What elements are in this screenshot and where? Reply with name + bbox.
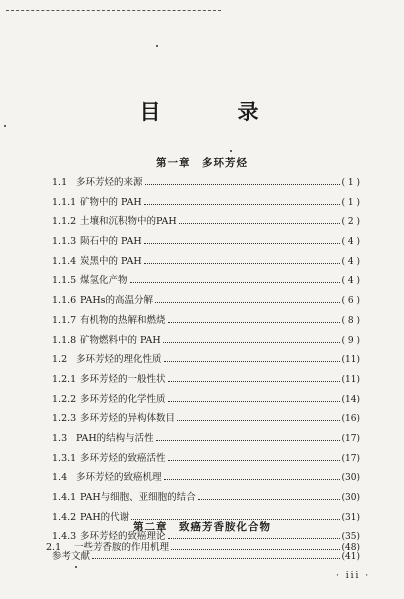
dot-leader	[155, 302, 339, 303]
toc-entry[interactable]	[52, 391, 360, 411]
entry-page: (31)	[341, 512, 360, 523]
toc-entry[interactable]	[46, 539, 360, 559]
entry-title: 多环芳烃的致癌活性	[80, 452, 166, 464]
toc-entry[interactable]	[52, 292, 360, 312]
dot-leader	[168, 401, 340, 402]
entry-number: 1.4	[52, 472, 68, 484]
dot-leader	[156, 440, 340, 441]
entry-page: ( 2 )	[341, 217, 360, 228]
toc-entry[interactable]	[52, 213, 360, 233]
entry-number: 1.2.3	[52, 413, 77, 425]
entry-number: 1.1.8	[52, 334, 77, 346]
entry-page: (30)	[341, 473, 360, 484]
dot-leader	[144, 263, 340, 264]
entry-number: 1.2	[52, 354, 68, 366]
entry-number: 2.1	[46, 542, 62, 553]
entry-title: PAH与细胞、亚细胞的结合	[80, 492, 196, 503]
toc-entry[interactable]	[52, 351, 360, 371]
scan-speck	[230, 150, 232, 152]
entry-number: 1.2.2	[52, 393, 77, 405]
entry-number: 1.1.4	[52, 255, 77, 267]
entry-page: ( 4 )	[341, 237, 360, 248]
dot-leader	[171, 549, 340, 550]
entry-number: 1.4.1	[52, 492, 77, 503]
toc-chapter-2	[46, 539, 360, 559]
entry-number: 1.1.7	[52, 314, 77, 326]
dot-leader	[144, 243, 340, 244]
entry-page: ( 4 )	[341, 256, 360, 267]
entry-title: 土壤和沉积物中的PAH	[80, 216, 177, 228]
entry-page: (14)	[341, 394, 360, 405]
toc-entry[interactable]	[52, 233, 360, 253]
entry-number: 1.3.1	[52, 452, 77, 464]
scan-speck	[156, 45, 158, 47]
toc-entry[interactable]	[52, 410, 360, 430]
entry-title: 陨石中的 PAH	[80, 236, 142, 248]
entry-page: ( 6 )	[341, 296, 360, 307]
entry-number: 1.3	[52, 432, 68, 444]
entry-page: (41)	[341, 552, 360, 563]
dot-leader	[130, 282, 340, 283]
entry-page: (48)	[341, 543, 360, 553]
dot-leader	[163, 342, 340, 343]
dot-leader	[164, 361, 340, 362]
dot-leader	[145, 184, 340, 185]
entry-number: 1.4.2	[52, 511, 77, 523]
dot-leader	[144, 204, 340, 205]
entry-title: 一些芳香胺的作用机理	[74, 542, 170, 553]
entry-title: 有机物的热解和燃烧	[80, 314, 166, 326]
dot-leader	[164, 479, 340, 480]
entry-number: 1.1.2	[52, 216, 77, 228]
toc-entry[interactable]	[52, 272, 360, 292]
entry-title: 多环芳烃的致癌机理	[76, 472, 162, 484]
chapter-heading: 第二章 致癌芳香胺化合物	[133, 521, 271, 533]
entry-page: ( 9 )	[341, 335, 360, 346]
entry-page: ( 4 )	[341, 276, 360, 287]
entry-number: 1.1	[52, 177, 68, 188]
entry-number: 1.1.5	[52, 275, 77, 287]
dot-leader	[177, 420, 340, 421]
entry-page: ( 1 )	[341, 197, 360, 208]
entry-title: 参考文献	[52, 551, 91, 563]
toc-entry[interactable]	[52, 194, 360, 214]
entry-title: 多环芳烃的来源	[76, 177, 143, 188]
entry-title: 多环芳烃的一般性状	[80, 373, 166, 385]
entry-title: 煤氢化产物	[80, 275, 128, 287]
header-rule	[6, 10, 221, 11]
entry-title: 多环芳烃的异构体数目	[80, 413, 176, 425]
entry-page: (16)	[341, 414, 360, 425]
entry-number: 1.1.6	[52, 295, 77, 307]
toc-chapter-1	[52, 174, 360, 568]
entry-title: 矿物燃料中的 PAH	[80, 334, 161, 346]
dot-leader	[168, 381, 340, 382]
entry-page: ( 1 )	[341, 178, 360, 188]
toc-entry[interactable]	[52, 332, 360, 352]
entry-title: PAH的结构与活性	[76, 432, 154, 444]
entry-title: 多环芳烃的理化性质	[76, 354, 162, 366]
dot-leader	[198, 499, 340, 500]
toc-entry[interactable]	[52, 489, 360, 509]
dot-leader	[179, 223, 340, 224]
entry-page: (11)	[341, 374, 360, 385]
entry-title: 多环芳烃的化学性质	[80, 393, 166, 405]
entry-title: 炭黑中的 PAH	[80, 255, 142, 267]
toc-entry[interactable]	[52, 253, 360, 273]
entry-number: 1.2.1	[52, 373, 77, 385]
entry-page: (11)	[341, 355, 360, 366]
toc-entry[interactable]	[52, 450, 360, 470]
entry-number: 1.1.1	[52, 196, 77, 208]
page-title: 目 录	[139, 99, 287, 124]
entry-number: 1.1.3	[52, 236, 77, 248]
entry-page: (17)	[341, 433, 360, 444]
entry-title: PAHs的高温分解	[80, 295, 154, 307]
entry-page: (30)	[341, 493, 360, 503]
chapter-heading: 第一章 多环芳烃	[156, 157, 248, 169]
page-number: · iii ·	[336, 571, 371, 581]
toc-entry[interactable]	[52, 312, 360, 332]
toc-entry[interactable]	[52, 174, 360, 194]
toc-entry[interactable]	[52, 430, 360, 450]
entry-title: 矿物中的 PAH	[80, 196, 142, 208]
entry-page: (35)	[341, 532, 360, 543]
entry-title: PAH的代谢	[80, 511, 130, 523]
toc-entry[interactable]	[52, 469, 360, 489]
dot-leader	[168, 322, 340, 323]
dot-leader	[168, 460, 340, 461]
entry-title: 多环芳烃的致癌理论	[80, 531, 166, 543]
entry-page: ( 8 )	[341, 315, 360, 326]
toc-entry[interactable]	[52, 371, 360, 391]
entry-number: 1.4.3	[52, 531, 77, 543]
entry-page: (17)	[341, 453, 360, 464]
